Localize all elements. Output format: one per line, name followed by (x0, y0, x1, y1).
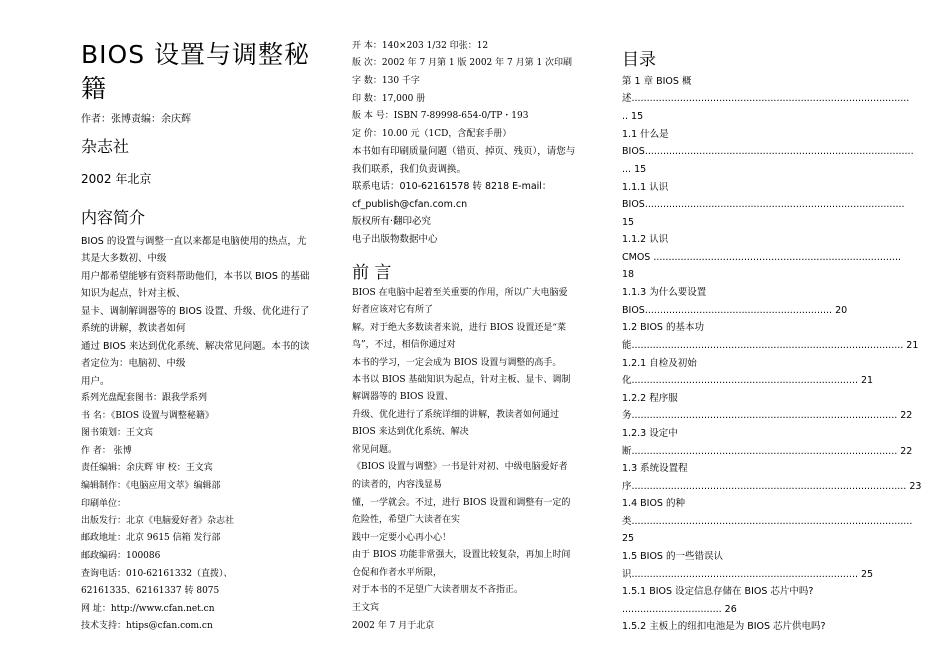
preface-line: 2002 年 7 月于北京 (352, 621, 435, 631)
preface-line: 践中一定要小心再小心！ (352, 533, 452, 543)
colophon-line: 印 数：17,000 册 (352, 94, 426, 104)
meta-line: 网 址：http://www.cfan.net.cn (81, 604, 215, 614)
summary-line: 通过 BIOS 来达到优化系统、解决常见问题。本书的读 (81, 341, 310, 352)
notice-line: 我们联系，我们负责调换。 (352, 164, 467, 175)
toc-line[interactable]: 1.2.1 自检及初始 (622, 358, 697, 369)
preface-line: 好者应该对它有所了 (352, 305, 434, 315)
toc-line[interactable]: .. 15 (622, 111, 644, 122)
preface-line: 懂，一学就会。不过，进行 BIOS 设置和调整有一定的 (352, 498, 571, 508)
toc-line[interactable]: 1.2.3 设定中 (622, 428, 678, 439)
toc-line[interactable]: 1.1.2 认识 (622, 234, 669, 245)
toc-line[interactable]: 1.5.1 BIOS 设定信息存储在 BIOS 芯片中吗? (622, 586, 814, 597)
summary-line: 其是大多数初、中级 (81, 253, 167, 264)
notice-line: 电子出版物数据中心 (352, 234, 438, 245)
toc-line[interactable]: 1.1.1 认识 (622, 182, 669, 193)
toc-line[interactable]: 务........................................................................................ 22 (622, 410, 913, 421)
toc-line[interactable]: 断........................................................................................ 22 (622, 446, 913, 457)
meta-line: 出版发行：北京《电脑爱好者》杂志社 (81, 516, 235, 526)
meta-line: 作 者： 张博 (81, 446, 132, 456)
preface-line: 仓促和作者水平所限， (352, 568, 443, 578)
preface-heading: 前 言 (352, 263, 392, 283)
toc-line[interactable]: 类............................................................................................. (622, 516, 913, 527)
preface-line: 对于本书的不足望广大读者朋友不吝指正。 (352, 585, 524, 595)
summary-line: 者定位为：电脑初、中级 (81, 358, 186, 369)
toc-line[interactable]: CMOS .................................................................................. (622, 252, 901, 263)
colophon-line: 版 本 号：ISBN 7-89998-654-0/TP・193 (352, 111, 529, 121)
preface-line: 鸟”，不过，相信你通过对 (352, 340, 456, 350)
toc-line[interactable]: ................................. 26 (622, 604, 737, 615)
toc-line[interactable]: 1.2 BIOS 的基本功 (622, 322, 704, 333)
meta-line: 系列光盘配套图书：跟我学系列 (81, 393, 208, 403)
meta-line: 技术支持：htips@cfan.com.cn (81, 621, 213, 631)
colophon-line: 定 价：10.00 元（1CD，含配套手册） (352, 129, 512, 139)
toc-line[interactable]: 1.4 BIOS 的种 (622, 498, 685, 509)
meta-line: 书 名：《BIOS 设置与调整秘籍》 (81, 411, 214, 421)
preface-line: 常见问题。 (352, 445, 398, 455)
preface-line: BIOS 在电脑中起着至关重要的作用，所以广大电脑爱 (352, 288, 568, 298)
meta-line: 查询电话：010-62161332（直拨）、 (81, 569, 233, 579)
meta-line: 邮政编码：100086 (81, 551, 161, 561)
toc-line[interactable]: 序........................................................................................... 23 (622, 481, 922, 492)
preface-line: 《BIOS 设置与调整》一书是针对初、中级电脑爱好者 (352, 462, 568, 472)
toc-line[interactable]: 化........................................................................... 21 (622, 375, 874, 386)
book-title: BIOS 设置与调整秘籍 (81, 40, 311, 103)
preface-line: 由于 BIOS 功能非常强大，设置比较复杂，再加上时间 (352, 550, 571, 560)
toc-heading: 目录 (622, 50, 656, 70)
preface-line: 本书的学习，一定会成为 BIOS 设置与调整的高手。 (352, 358, 562, 368)
summary-line: 系统的讲解，教读者如何 (81, 323, 186, 334)
notice-line: cf_publish@cfan.com.cn (352, 199, 468, 210)
book-date-place: 2002 年北京 (81, 172, 152, 186)
preface-line: 王文宾 (352, 603, 380, 613)
summary-line: 用户都希望能够有资料帮助他们，本书以 BIOS 的基础 (81, 271, 310, 282)
book-publisher: 杂志社 (81, 137, 130, 156)
preface-line: 危险性，希望广大读者在实 (352, 515, 461, 525)
colophon-line: 版 次：2002 年 7 月第 1 版 2002 年 7 月第 1 次印刷 (352, 58, 573, 68)
toc-line[interactable]: 1.5.2 主板上的纽扣电池是为 BIOS 芯片供电吗? (622, 621, 826, 632)
notice-line: 本书如有印刷质量问题（错页、掉页、残页），请您与 (352, 146, 576, 157)
summary-line: BIOS 的设置与调整一直以来都是电脑使用的热点，尤 (81, 236, 307, 247)
preface-line: 本书以 BIOS 基础知识为起点，针对主板、显卡、调制 (352, 375, 571, 385)
preface-line: 的读者的，内容浅显易 (352, 480, 443, 490)
toc-line[interactable]: ... 15 (622, 164, 647, 175)
meta-line: 邮政地址：北京 9615 信箱 发行部 (81, 533, 221, 543)
meta-line: 编辑制作：《电脑应用文萃》编辑部 (81, 481, 221, 491)
preface-line: 解调器等的 BIOS 设置、 (352, 392, 454, 402)
toc-line[interactable]: 能.......................................................................................... 21 (622, 340, 919, 351)
toc-line[interactable]: 识........................................................................... 25 (622, 569, 874, 580)
summary-line: 显卡、调制解调器等的 BIOS 设置、升级、优化进行了 (81, 306, 310, 317)
preface-line: BIOS 来达到优化系统、解决 (352, 427, 469, 437)
toc-line[interactable]: 1.5 BIOS 的一些错误认 (622, 551, 723, 562)
toc-line[interactable]: 1.1 什么是 (622, 129, 669, 140)
toc-line[interactable]: 15 (622, 217, 635, 228)
toc-line[interactable]: 述............................................................................................ (622, 93, 910, 104)
toc-line[interactable]: BIOS......................................................................................... (622, 146, 914, 157)
toc-line[interactable]: BIOS...................................................................................... (622, 199, 905, 210)
meta-line: 62161335、62161337 转 8075 (81, 586, 220, 596)
preface-line: 解。对于绝大多数读者来说，进行 BIOS 设置还是“菜 (352, 323, 567, 333)
toc-line[interactable]: BIOS.............................................................. 20 (622, 305, 848, 316)
toc-line[interactable]: 18 (622, 269, 635, 280)
toc-line[interactable]: 1.1.3 为什么要设置 (622, 287, 707, 298)
book-authors: 作者：张博责编：余庆辉 (81, 114, 191, 125)
preface-line: 升级、优化进行了系统详细的讲解，教读者如何通过 (352, 410, 560, 420)
notice-line: 联系电话：010-62161578 转 8218 E-mail： (352, 181, 552, 192)
colophon-line: 字 数：130 千字 (352, 76, 420, 86)
toc-line[interactable]: 1.2.2 程序服 (622, 393, 678, 404)
summary-heading: 内容简介 (81, 208, 146, 227)
notice-line: 版权所有·翻印必究 (352, 216, 432, 227)
summary-line: 知识为起点，针对主板、 (81, 288, 186, 299)
toc-line[interactable]: 25 (622, 533, 635, 544)
meta-line: 图书策划：王文宾 (81, 428, 154, 438)
meta-line: 责任编辑：余庆辉 审 校：王文宾 (81, 463, 213, 473)
meta-line: 印刷单位： (81, 499, 127, 509)
toc-line[interactable]: 1.3 系统设置程 (622, 463, 688, 474)
summary-line: 用户。 (81, 376, 110, 387)
colophon-line: 开 本：140×203 1/32 印张：12 (352, 41, 489, 51)
toc-line[interactable]: 第 1 章 BIOS 概 (622, 76, 692, 87)
